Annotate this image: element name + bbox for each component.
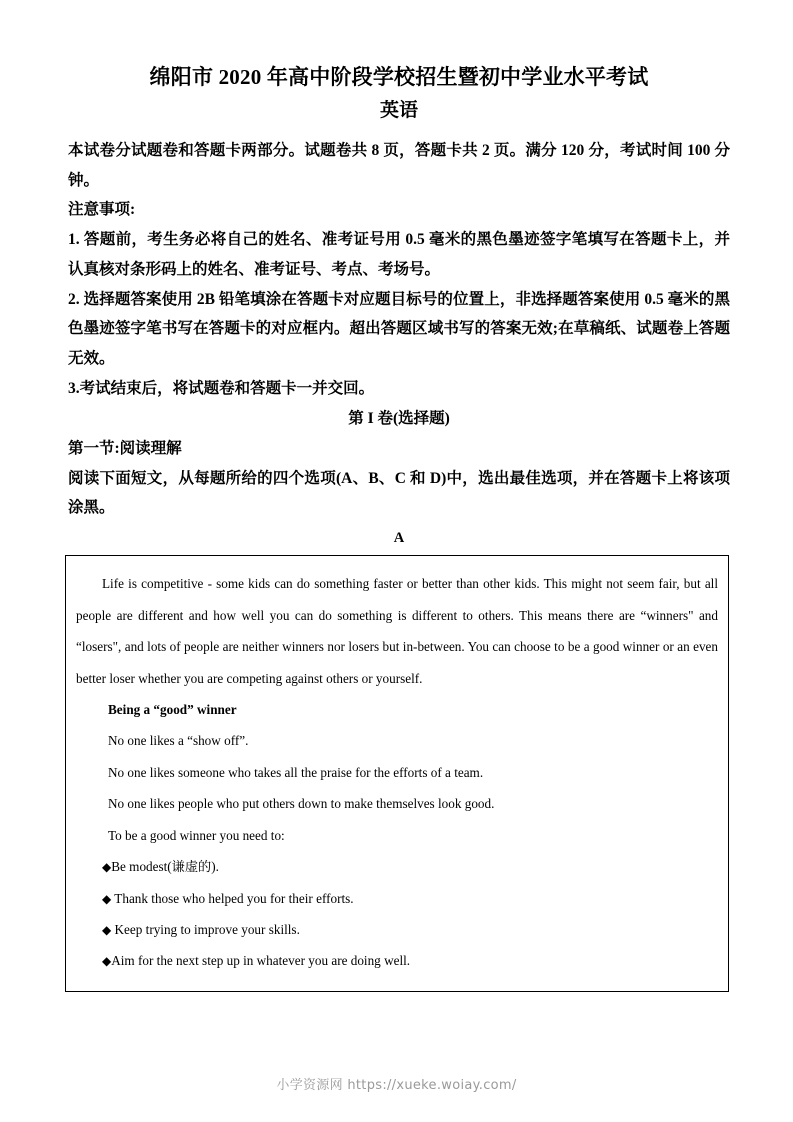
diamond-bullet-icon: ◆ [102,891,112,906]
passage-subheading: Being a “good” winner [108,701,237,717]
diamond-bullet-icon: ◆ [102,954,112,969]
passage-box [65,555,729,991]
notice-label: 注意事项: [68,201,136,219]
notice-item-3: 3.考试结束后，将试题卷和答题卡一并交回。 [68,379,375,397]
passage-bullet-3 [76,914,718,945]
notice-item-2: 2. 选择题答案使用 2B 铅笔填涂在答题卡对应题目标号的位置上，非选择题答案使用 0.5 毫米的黑色墨迹签字笔书写在答题卡的对应框内。超出答题区域书写的答案无效;在草稿纸、试题卷上答题无效。 [68,290,730,368]
diamond-bullet-icon: ◆ [102,860,112,875]
passage-bullet-2 [76,883,718,914]
passage-bullet-4-text: Aim for the next step up in whatever you are doing well. [111,953,411,969]
footer-watermark: 小学资源网 https://xueke.woiay.com/ [276,1078,517,1093]
passage-statement-3: No one likes people who put others down to make themselves look good. [108,796,495,812]
paper-info-text: 本试卷分试题卷和答题卡两部分。试题卷共 8 页，答题卡共 2 页。满分 120 分，考试时间 100 分钟。 [68,141,730,189]
diamond-bullet-icon: ◆ [102,922,112,937]
passage-marker: A [393,530,405,547]
passage-bullet-1 [76,851,718,882]
section-instruction: 阅读下面短文，从每题所给的四个选项(A、B、C 和 D)中，选出最佳选项，并在答题卡上将该项涂黑。 [68,469,730,517]
page-content [68,62,730,992]
passage-statement-2: No one likes someone who takes all the praise for the efforts of a team. [108,764,484,780]
passage-statement-4: To be a good winner you need to: [108,827,285,843]
passage-statement-1: No one likes a “show off”. [108,733,249,749]
passage-bullet-3-text: Keep trying to improve your skills. [111,921,300,937]
subject-title: 英语 [379,99,418,121]
passage-bullet-1-text: Be modest(谦虚的). [111,859,219,875]
passage-bullet-2-text: Thank those who helped you for their efforts. [111,890,354,906]
notice-item-1: 1. 答题前，考生务必将自己的姓名、准考证号用 0.5 毫米的黑色墨迹签字笔填写在答题卡上，并认真核对条形码上的姓名、准考证号、考点、考场号。 [68,231,730,278]
passage-paragraph: Life is competitive - some kids can do something faster or better than other kids. This might not seem fair, but all people are different and how well you can do something is different to others. This means there are “winners" and “losers", and lots of people are neither winners nor losers but in-between. You can choose to be a good winner or an even better loser whether you are competing against others or yourself. [76,576,718,686]
paper-part-title: 第 I 卷(选择题) [348,409,450,427]
section-label: 第一节:阅读理解 [68,439,182,457]
passage-bullet-4 [76,945,718,976]
page-title: 绵阳市 2020 年高中阶段学校招生暨初中学业水平考试 [149,65,649,89]
